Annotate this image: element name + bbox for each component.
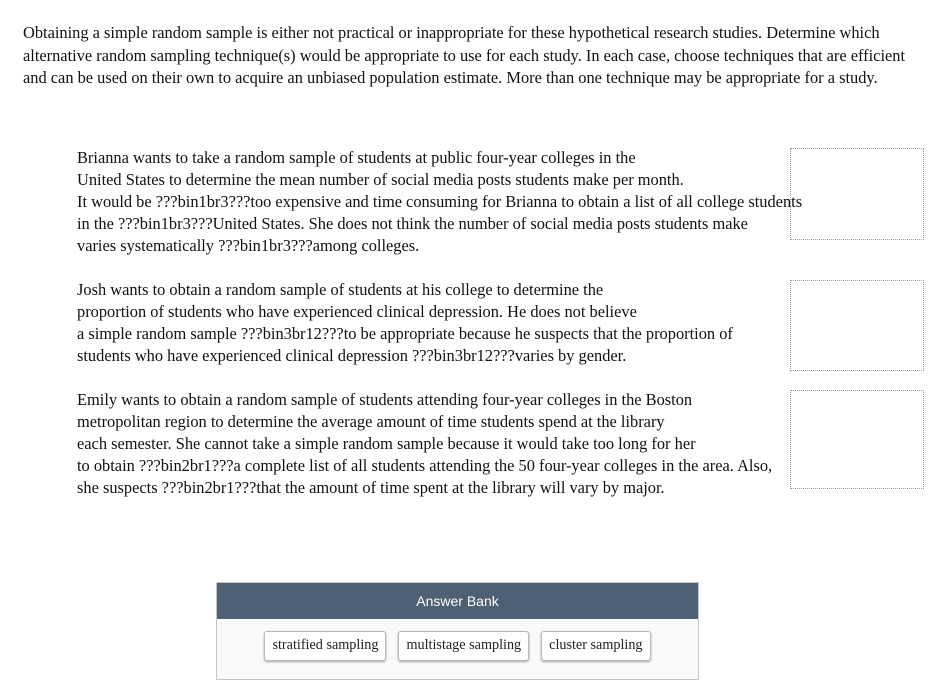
study-line: students who have experienced clinical depression ???bin3br12???varies by gender.: [77, 346, 627, 365]
study-line: each semester. She cannot take a simple random sample because it would take too long for her: [77, 434, 696, 453]
study-line: metropolitan region to determine the average amount of time students spend at the library: [77, 412, 665, 431]
study-line: Brianna wants to take a random sample of students at public four-year colleges in the: [77, 148, 636, 167]
answer-bank: [216, 582, 699, 680]
study-brianna: [77, 147, 877, 257]
study-line: a simple random sample ???bin3br12???to be appropriate because he suspects that the proportion of: [77, 324, 733, 343]
study-line: varies systematically ???bin1br3???among colleges.: [77, 236, 420, 255]
drop-zone-emily[interactable]: [790, 390, 924, 489]
answer-chip-stratified-sampling[interactable]: stratified sampling: [264, 631, 386, 661]
drop-zone-josh[interactable]: [790, 280, 924, 371]
study-line: to obtain ???bin2br1???a complete list of all students attending the 50 four-year colleges in the area. Also,: [77, 456, 773, 475]
answer-bank-title: Answer Bank: [217, 583, 698, 619]
study-line: Josh wants to obtain a random sample of students at his college to determine the: [77, 280, 604, 299]
study-emily: [77, 389, 877, 499]
study-line: in the ???bin1br3???United States. She does not think the number of social media posts students make: [77, 214, 748, 233]
instructions-text: Obtaining a simple random sample is either not practical or inappropriate for these hypothetical research studies. Determine which alternative random sampling technique(s) would be appropriate to use for each study. In each case, choose techniques that are efficient and can be used on their own to acquire an unbiased population estimate. More than one technique may be appropriate for a study.: [23, 23, 906, 87]
study-line: It would be ???bin1br3???too expensive and time consuming for Brianna to obtain a list of all college students: [77, 192, 803, 211]
answer-bank-options: [217, 619, 698, 661]
study-josh: [77, 279, 877, 367]
answer-chip-cluster-sampling[interactable]: cluster sampling: [541, 631, 650, 661]
drop-zone-brianna[interactable]: [790, 148, 924, 240]
study-line: proportion of students who have experienced clinical depression. He does not believe: [77, 302, 637, 321]
answer-chip-multistage-sampling[interactable]: multistage sampling: [398, 631, 529, 661]
study-line: United States to determine the mean number of social media posts students make per month.: [77, 170, 684, 189]
study-line: she suspects ???bin2br1???that the amount of time spent at the library will vary by major.: [77, 478, 665, 497]
study-line: Emily wants to obtain a random sample of students attending four-year colleges in the Boston: [77, 390, 693, 409]
